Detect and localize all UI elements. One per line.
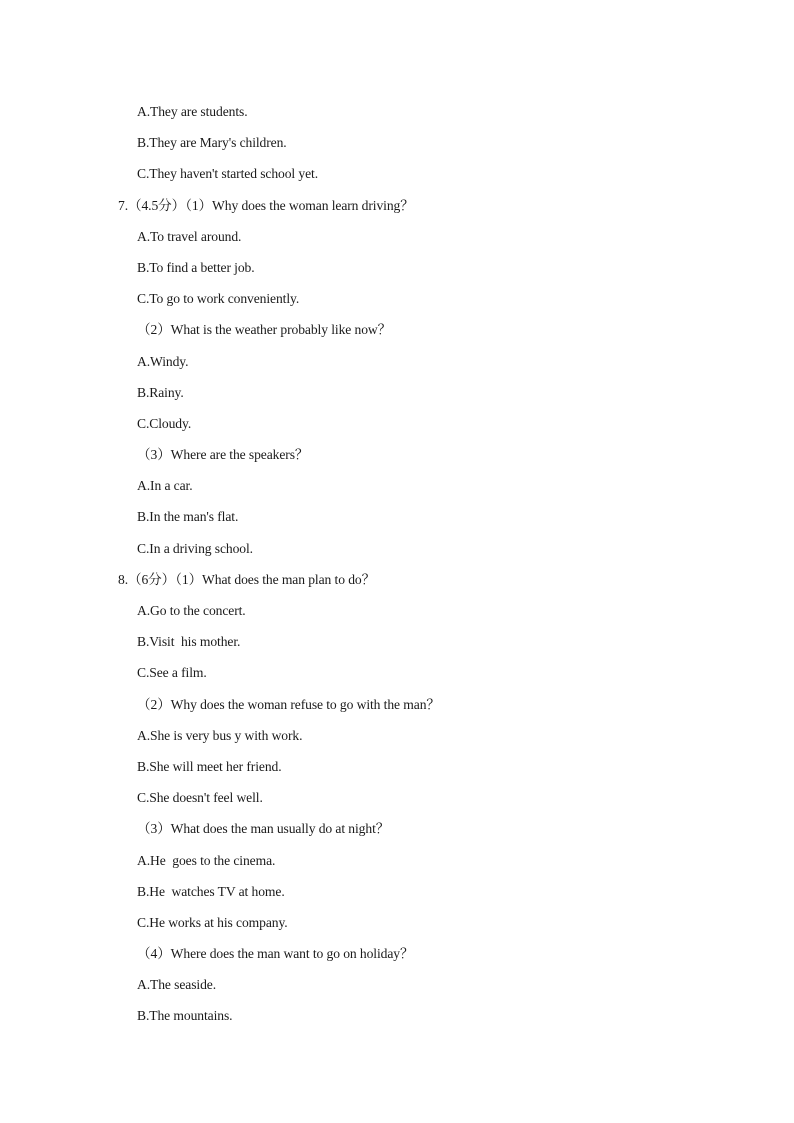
- option-line: A.The seaside.: [137, 977, 217, 993]
- option-line: A.They are students.: [137, 104, 248, 119]
- option-line: C.In a driving school.: [137, 540, 253, 556]
- question-heading: 8.（6分）（1）What does the man plan to do？: [118, 571, 376, 587]
- sub-question: （3）Where are the speakers？: [137, 447, 309, 463]
- option-line: A.In a car.: [137, 478, 193, 494]
- option-line: C.They haven't started school yet.: [137, 166, 319, 182]
- option-line: B.She will meet her friend.: [137, 758, 282, 774]
- option-line: B.The mountains.: [137, 1008, 233, 1024]
- option-line: A.Go to the concert.: [137, 603, 246, 618]
- option-line: B.He watches TV at home.: [137, 883, 285, 899]
- option-line: C.She doesn't feel well.: [137, 790, 263, 806]
- option-line: B.They are Mary's children.: [137, 135, 287, 151]
- option-line: A.Windy.: [137, 353, 189, 369]
- question-lines: [0, 102, 794, 1038]
- option-line: B.In the man's flat.: [137, 509, 239, 525]
- question-heading: 7.（4.5分）（1）Why does the woman learn driving？: [118, 197, 414, 213]
- sub-question: （2）What is the weather probably like now？: [137, 322, 392, 338]
- option-line: A.He goes to the cinema.: [137, 852, 276, 868]
- option-line: A.She is very bus y with work.: [137, 727, 303, 743]
- option-line: C.See a film.: [137, 665, 207, 681]
- option-line: C.To go to work conveniently.: [137, 291, 300, 307]
- option-line: C.Cloudy.: [137, 415, 192, 431]
- option-line: B.Rainy.: [137, 384, 184, 400]
- sub-question: （2）Why does the woman refuse to go with the man？: [137, 696, 440, 712]
- option-line: A.To travel around.: [137, 228, 242, 244]
- sub-question: （4）Where does the man want to go on holiday？: [137, 946, 414, 962]
- option-line: B.Visit his mother.: [137, 634, 241, 650]
- option-line: C.He works at his company.: [137, 914, 288, 930]
- sub-question: （3）What does the man usually do at night？: [137, 821, 390, 837]
- option-line: B.To find a better job.: [137, 259, 255, 275]
